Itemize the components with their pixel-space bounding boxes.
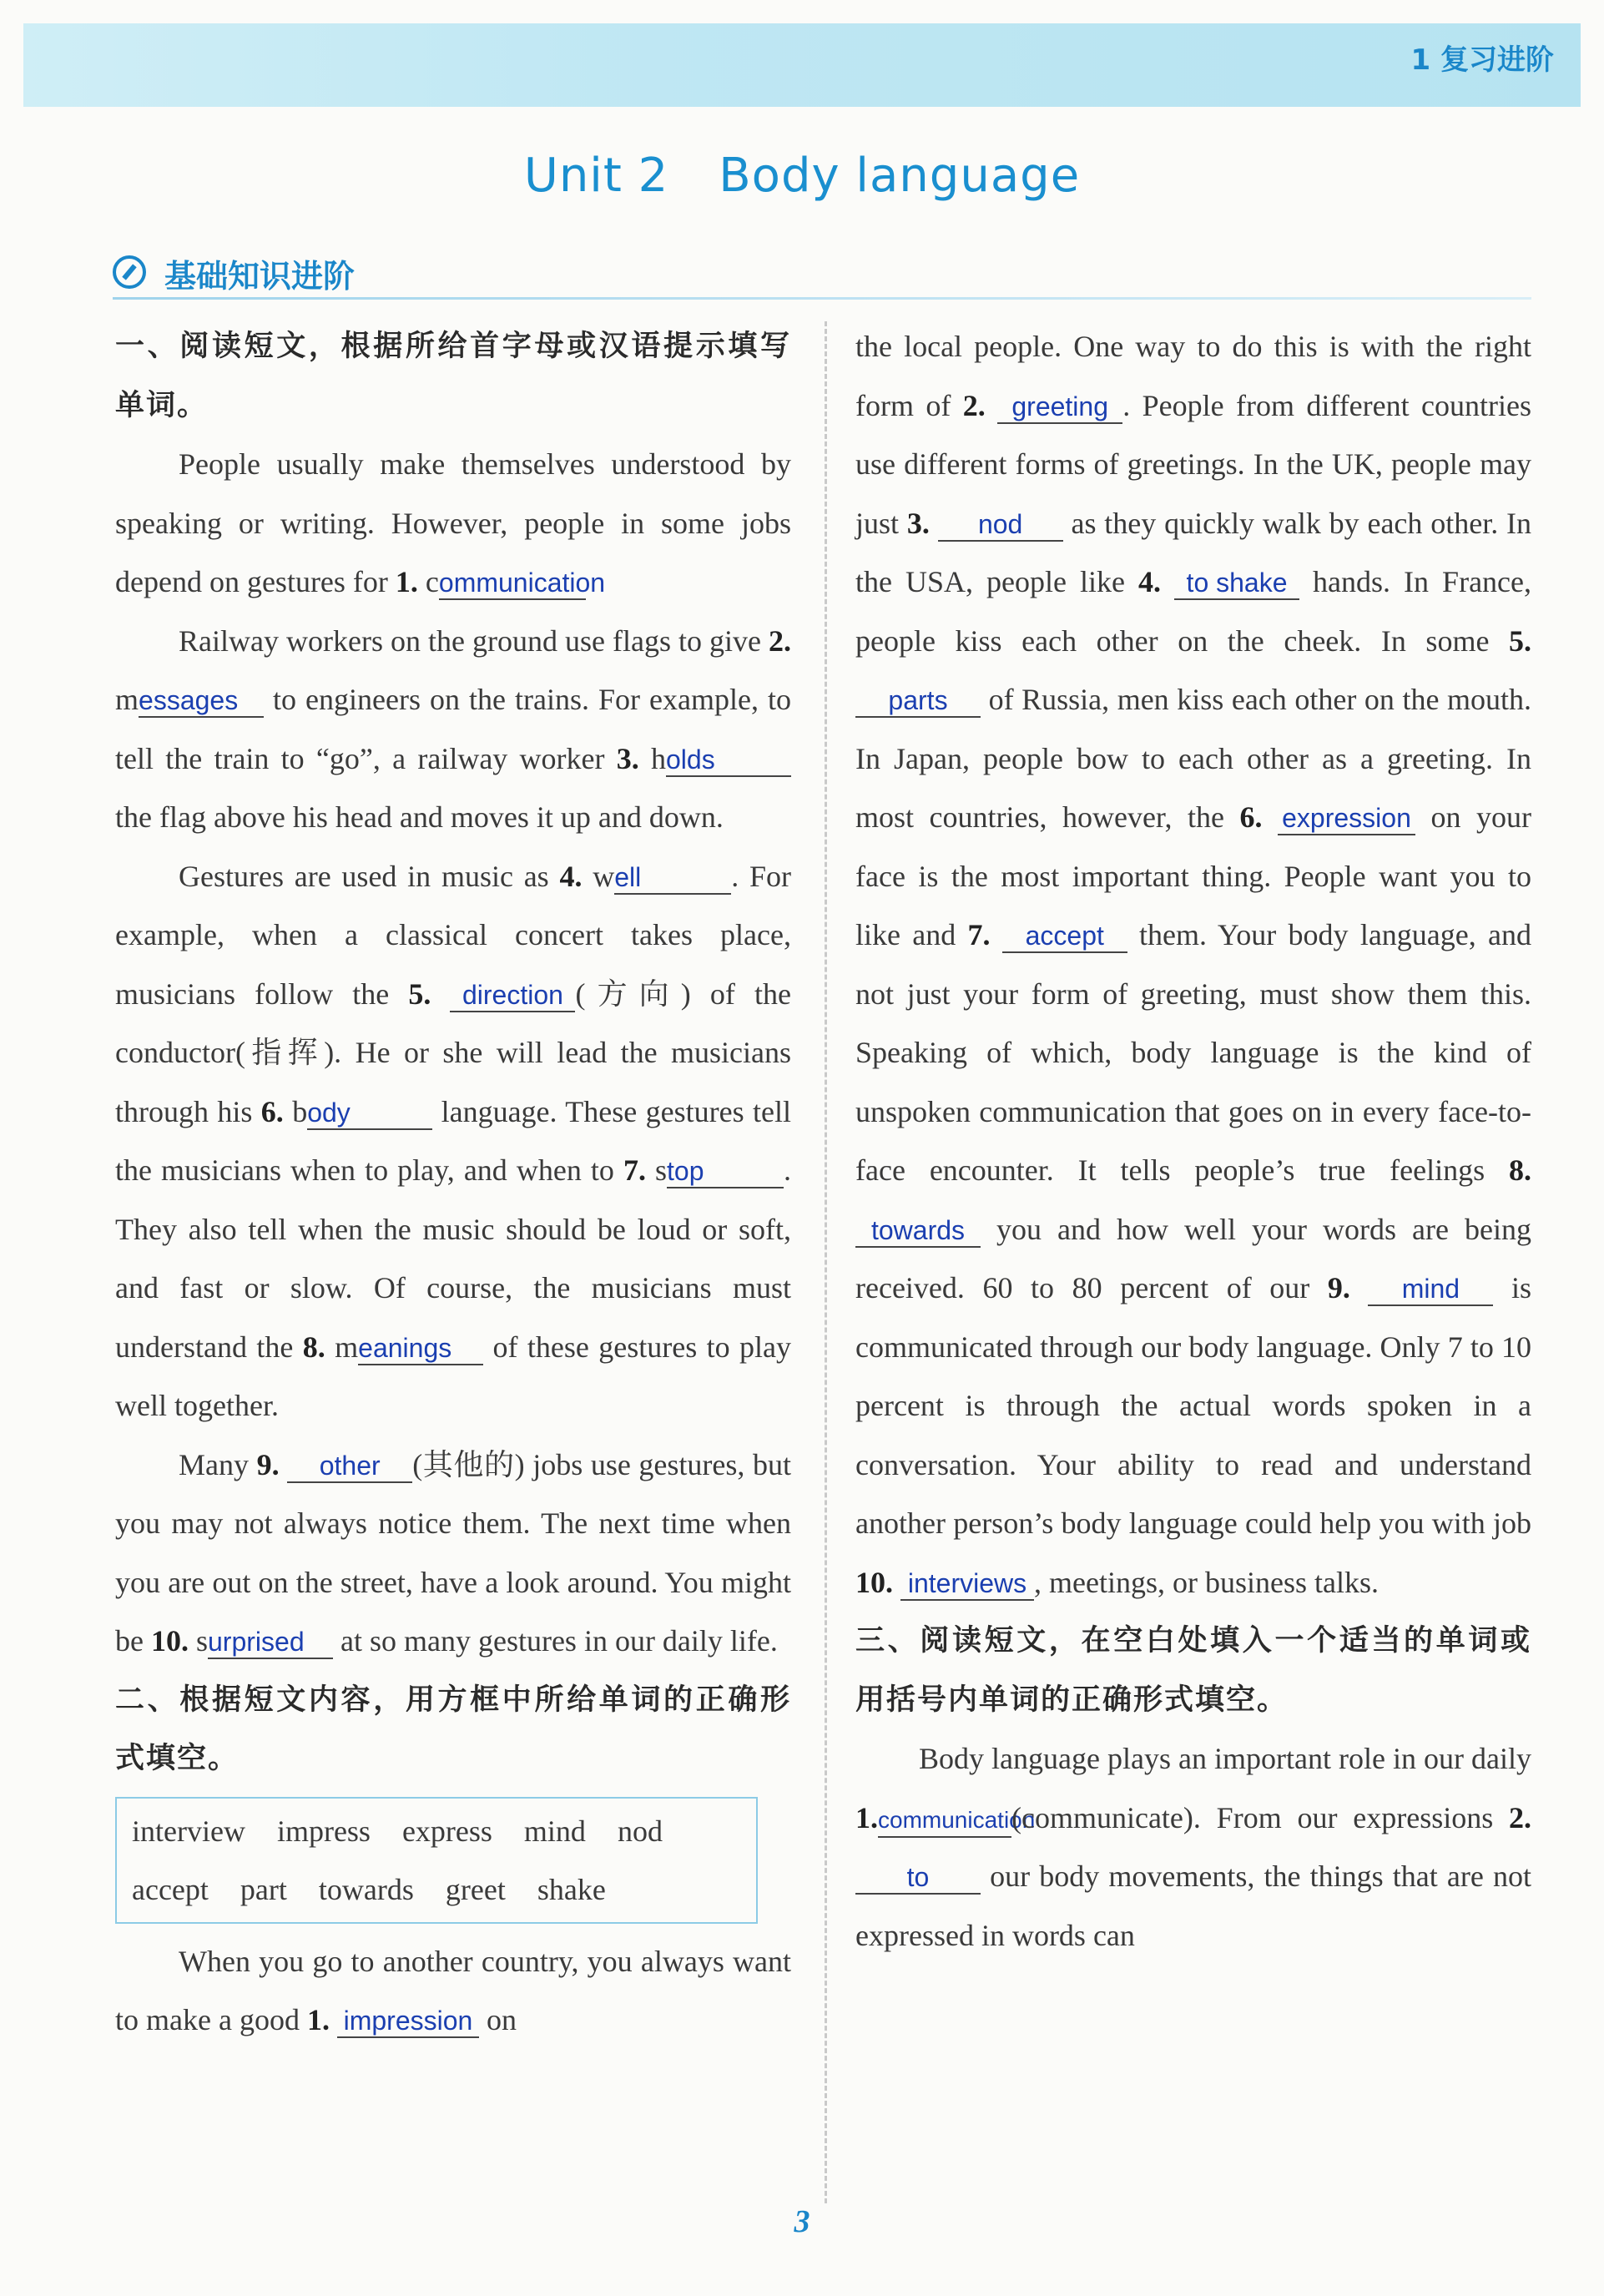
answer-blank[interactable]: ell bbox=[614, 861, 731, 895]
page-number: 3 bbox=[794, 2204, 810, 2239]
answer-blank[interactable]: other bbox=[287, 1450, 412, 1483]
word-bank-item: part bbox=[240, 1872, 287, 1906]
answer-blank[interactable]: direction bbox=[450, 979, 575, 1012]
part2-heading: 二、根据短文内容，用方框中所给单词的正确形式填空。 bbox=[115, 1683, 791, 1775]
unit-number: Unit 2 bbox=[523, 149, 669, 203]
word-bank-box bbox=[115, 1797, 758, 1924]
word-bank-item: greet bbox=[445, 1872, 506, 1906]
section-title: 基础知识进阶 bbox=[164, 258, 356, 295]
answer-blank[interactable]: mind bbox=[1368, 1273, 1493, 1306]
answer-blank[interactable]: eanings bbox=[358, 1332, 483, 1365]
part1-paragraph-3: Gestures are used in music as 4. well . For example, when a classical concert takes place, musicians follow the 5. direction (方向) of the conductor(指挥). He or she will lead the musicians through his 6. body language. These gestures tell the musicians when to play, and when to 7. stop . They also tell when the music should be loud or soft, and fast or slow. Of course, the musicians must understand the 8. meanings of these gestures to play well together. bbox=[115, 859, 792, 1422]
chapter-tag: 1 复习进阶 bbox=[1410, 43, 1554, 77]
part1-paragraph-4: Many 9. other (其他的) jobs use gestures, but you may not always notice them. The next time when you are out on the street, have a look around. You might be 10. surprised at so many gestures in our daily life. bbox=[115, 1447, 791, 1658]
right-column bbox=[855, 317, 1531, 1965]
section-divider bbox=[113, 297, 1531, 300]
word-bank-item: accept bbox=[132, 1872, 209, 1906]
answer-blank[interactable]: greeting bbox=[997, 391, 1122, 424]
answer-blank[interactable]: ommunication bbox=[439, 567, 586, 600]
part2-paragraph-1: When you go to another country, you always want to make a good 1. impression on bbox=[115, 1944, 791, 2036]
left-column bbox=[115, 317, 791, 2050]
answer-blank[interactable]: olds bbox=[666, 744, 791, 777]
answer-blank[interactable]: urprised bbox=[208, 1626, 333, 1659]
column-divider bbox=[825, 321, 827, 2203]
word-bank-item: nod bbox=[617, 1814, 663, 1848]
word-bank-item: interview bbox=[132, 1814, 245, 1848]
word-bank-item: mind bbox=[523, 1814, 586, 1848]
answer-blank[interactable]: accept bbox=[1002, 920, 1127, 953]
answer-blank[interactable]: expression bbox=[1278, 802, 1415, 835]
answer-blank[interactable]: to bbox=[855, 1861, 981, 1895]
answer-blank[interactable]: ody bbox=[307, 1097, 432, 1130]
compass-icon bbox=[113, 255, 146, 289]
answer-blank[interactable]: communication bbox=[878, 1804, 1011, 1838]
answer-blank[interactable]: essages bbox=[139, 684, 264, 718]
unit-topic: Body language bbox=[719, 149, 1081, 203]
answer-blank[interactable]: interviews bbox=[900, 1567, 1034, 1601]
unit-title bbox=[0, 149, 1604, 203]
answer-blank[interactable]: to shake bbox=[1174, 567, 1299, 600]
part2-paragraph-continued: the local people. One way to do this is with the right form of 2. greeting . People from different countries use different forms of greetings. In the UK, people may just 3. nod as they quickly walk by each other. In the USA, people like 4. to shake hands. In France, people kiss each other on the cheek. In some 5. parts of Russia, men kiss each other on the mouth. In Japan, people bow to each other as a greeting. In most countries, however, the 6. expression on your face is the most important thing. People want you to like and 7. accept them. Your body language, and not just your form of greeting, must show them this. Speaking of which, body language is the kind of unspoken communication that goes on in every face-to-face encounter. It tells people’s true feelings 8. towards you and how well your words are being received. 60 to 80 percent of our 9. mind is communicated through our body language. Only 7 to 10 percent is through the actual words spoken in a conversation. Your ability to read and understand another person’s body language could help you with job 10. interviews , meetings, or business talks. bbox=[855, 330, 1532, 1599]
part1-paragraph-1: People usually make themselves understood by speaking or writing. However, people in some jobs depend on gestures for 1. communication bbox=[115, 447, 791, 598]
word-bank-item: impress bbox=[276, 1814, 371, 1848]
answer-blank[interactable]: parts bbox=[855, 684, 981, 718]
part3-heading: 三、阅读短文，在空白处填入一个适当的单词或用括号内单词的正确形式填空。 bbox=[855, 1624, 1531, 1717]
header-banner bbox=[23, 23, 1581, 107]
answer-blank[interactable]: nod bbox=[938, 508, 1063, 542]
part3-paragraph-1: Body language plays an important role in our daily 1.communication(communicate). From our expressions 2. to our body movements, the things that are not expressed in words can bbox=[855, 1742, 1531, 1952]
word-bank-item: express bbox=[401, 1814, 492, 1848]
word-bank-item: towards bbox=[318, 1872, 414, 1906]
answer-blank[interactable]: towards bbox=[855, 1214, 981, 1248]
part1-paragraph-2: Railway workers on the ground use flags to give 2. messages to engineers on the trains. For example, to tell the train to “go”, a railway worker 3. holds the flag above his head and moves it up and down. bbox=[115, 623, 791, 834]
part1-heading: 一、阅读短文，根据所给首字母或汉语提示填写单词。 bbox=[115, 330, 791, 422]
word-bank-item: shake bbox=[537, 1872, 606, 1906]
answer-blank[interactable]: impression bbox=[337, 2005, 479, 2038]
answer-blank[interactable]: top bbox=[667, 1155, 784, 1188]
